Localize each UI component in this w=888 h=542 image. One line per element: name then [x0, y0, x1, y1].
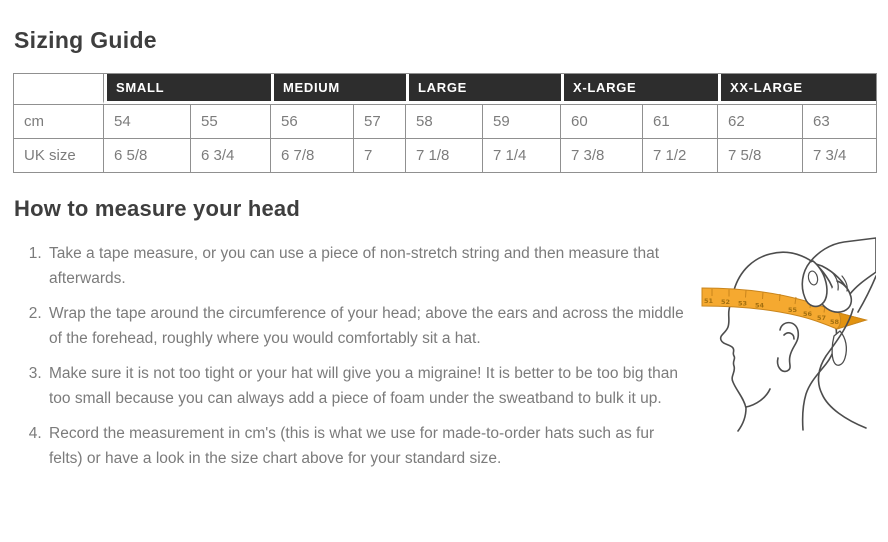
uk-size-cell: 7 1/4: [483, 138, 561, 172]
measure-section: [13, 241, 876, 471]
uk-size-cell: 7 1/2: [643, 138, 718, 172]
cm-cell: 58: [406, 104, 483, 138]
cm-cell: 63: [803, 104, 876, 138]
instruction-item: 2. Wrap the tape around the circumference of your head; above the ears and across the middle of the forehead, roughly where you would comfortably sit a hat.: [46, 301, 876, 351]
page-title: Sizing Guide: [14, 27, 157, 53]
size-group-header-medium: MEDIUM: [271, 74, 406, 104]
uk-size-cell: 7: [354, 138, 406, 172]
uk-size-cell: 7 5/8: [718, 138, 803, 172]
tape-number: 53: [738, 299, 748, 308]
cm-cell: 60: [561, 104, 643, 138]
table-row-uk-size: [14, 138, 876, 172]
instruction-item: 1. Take a tape measure, or you can use a piece of non-stretch string and then measure that afterwards.: [46, 241, 876, 291]
uk-size-cell: 6 7/8: [271, 138, 354, 172]
tape-number: 51: [704, 297, 714, 305]
row-label-uk-size: UK size: [14, 138, 104, 172]
cm-cell: 59: [483, 104, 561, 138]
corner-cell: [14, 74, 104, 104]
cm-cell: 62: [718, 104, 803, 138]
uk-size-cell: 6 5/8: [104, 138, 191, 172]
row-label-cm: cm: [14, 104, 104, 138]
tape-number: 55: [788, 306, 798, 314]
instruction-item: 4. Record the measurement in cm's (this is what we use for made-to-order hats such as fur felts) or have a look in the size chart above for your standard size.: [46, 421, 876, 471]
size-group-header-xx-large: XX-LARGE: [718, 74, 876, 104]
tape-number: 56: [803, 310, 813, 318]
head-measurement-illustration: [698, 232, 876, 432]
sizing-guide-page: [0, 27, 888, 471]
uk-size-cell: 7 1/8: [406, 138, 483, 172]
tape-number: 57: [817, 314, 827, 322]
table-row-cm: [14, 104, 876, 138]
instruction-item: 3. Make sure it is not too tight or your hat will give you a migraine! It is better to be too big than too small because you can always add a piece of foam under the sweatband to bulk it up.: [46, 361, 876, 411]
cm-cell: 55: [191, 104, 271, 138]
cm-cell: 56: [271, 104, 354, 138]
measure-section-title: How to measure your head: [14, 196, 300, 221]
size-group-header-x-large: X-LARGE: [561, 74, 718, 104]
tape-number: 54: [755, 301, 765, 310]
size-group-header-small: SMALL: [104, 74, 271, 104]
tape-number: 58: [830, 318, 840, 326]
uk-size-cell: 7 3/4: [803, 138, 876, 172]
uk-size-cell: 6 3/4: [191, 138, 271, 172]
cm-cell: 54: [104, 104, 191, 138]
cm-cell: 57: [354, 104, 406, 138]
size-chart-table: [13, 73, 877, 173]
size-group-header-large: LARGE: [406, 74, 561, 104]
cm-cell: 61: [643, 104, 718, 138]
tape-number: 52: [721, 298, 731, 306]
size-header-row: [14, 74, 876, 104]
uk-size-cell: 7 3/8: [561, 138, 643, 172]
